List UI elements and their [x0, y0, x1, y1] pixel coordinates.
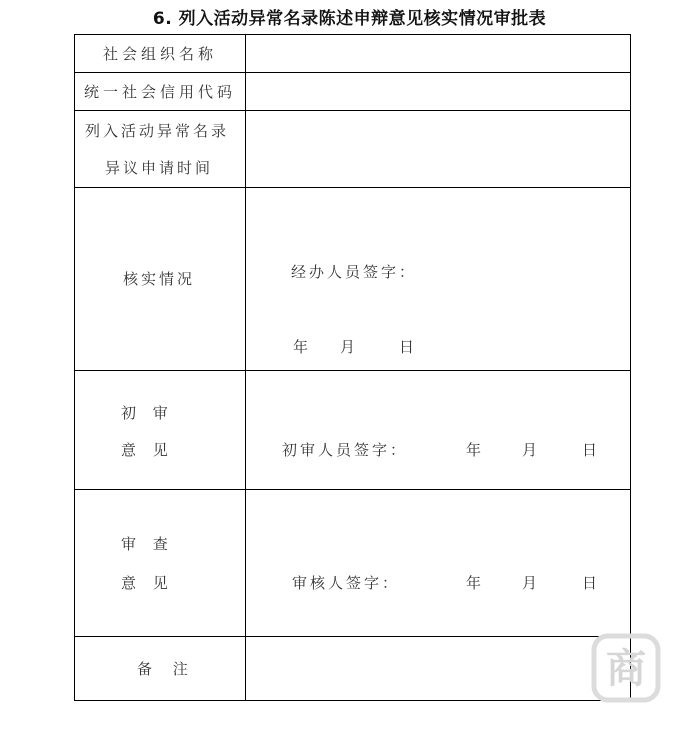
watermark-seal-icon	[588, 630, 664, 706]
table-row-credit-code	[75, 73, 631, 111]
org-name-label: 社会组织名称	[75, 35, 246, 73]
initial-review-year-label: 年	[466, 441, 485, 459]
table-row-remarks	[75, 637, 631, 701]
verification-label: 核实情况	[123, 270, 196, 288]
objection-time-label-line1: 列入活动异常名录	[85, 122, 230, 140]
credit-code-label: 统一社会信用代码	[75, 73, 246, 111]
remarks-label: 备 注	[137, 660, 196, 678]
review-label-line2: 意 见	[121, 574, 174, 592]
objection-time-label-cell	[75, 111, 246, 188]
initial-review-label-line1: 初 审	[121, 404, 174, 422]
initial-review-month-label: 月	[522, 441, 541, 459]
credit-code-value-cell[interactable]	[246, 73, 631, 111]
initial-review-signer-label: 初审人员签字：	[282, 441, 409, 459]
page-title: 6. 列入活动异常名录陈述申辩意见核实情况审批表	[152, 9, 547, 29]
review-month-label: 月	[522, 574, 541, 592]
watermark-char: 商	[606, 646, 646, 692]
table-row-verification	[75, 188, 631, 371]
verification-label-cell	[75, 188, 246, 371]
verification-value-cell[interactable]	[246, 188, 631, 371]
review-signer-label: 审核人签字：	[292, 574, 401, 592]
remarks-value-cell[interactable]	[246, 637, 631, 701]
remarks-label-cell	[75, 637, 246, 701]
objection-time-label-line2: 异议申请时间	[105, 159, 214, 177]
objection-time-value-cell[interactable]	[246, 111, 631, 188]
review-year-label: 年	[466, 574, 485, 592]
verification-signer-label: 经办人员签字：	[291, 263, 418, 281]
initial-review-label-line2: 意 见	[121, 441, 174, 459]
verification-month-label: 月	[340, 338, 359, 356]
verification-day-label: 日	[399, 338, 418, 356]
initial-review-label-cell	[75, 371, 246, 490]
table-row-initial-review	[75, 371, 631, 490]
org-name-value-cell[interactable]	[246, 35, 631, 73]
review-value-cell[interactable]	[246, 490, 631, 637]
table-row-review	[75, 490, 631, 637]
review-label-cell	[75, 490, 246, 637]
table-row-objection-time	[75, 111, 631, 188]
approval-form-table	[74, 34, 631, 701]
initial-review-day-label: 日	[582, 441, 601, 459]
review-label-line1: 审 查	[121, 535, 174, 553]
table-row-org-name	[75, 35, 631, 73]
initial-review-value-cell[interactable]	[246, 371, 631, 490]
review-day-label: 日	[582, 574, 601, 592]
verification-year-label: 年	[293, 338, 312, 356]
